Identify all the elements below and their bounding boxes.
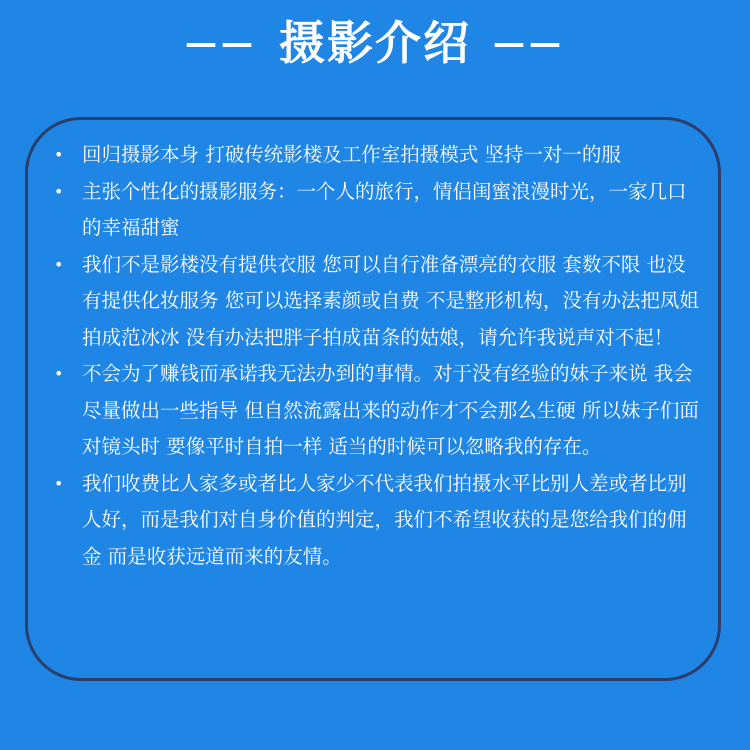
page-title: 摄影介绍: [279, 16, 471, 70]
bullet-item-3: [52, 247, 704, 357]
bullet-item-text: 回归摄影本身 打破传统影楼及工作室拍摄模式 坚持一对一的服: [82, 143, 621, 166]
bullet-icon: •: [54, 473, 64, 493]
bullet-icon: •: [54, 364, 64, 383]
bullet-item-text: 主张个性化的摄影服务：一个人的旅行，情侣闺蜜浪漫时光，一家几口的幸福甜蜜: [82, 179, 687, 239]
bullet-item-text: 不会为了赚钱而承诺我无法办到的事情。对于没有经验的妹子来说 我会尽量做出一些指导 但自然流露出来的动作才不会那么生硬 所以妹子们面对镜头时 要像平时自拍一样 适当的时候可以忽略我的存在。: [82, 362, 699, 458]
bullet-item-1: [52, 137, 704, 174]
right-decorative-dash: ——: [493, 24, 565, 62]
bullet-item-4: [52, 356, 704, 466]
header: [0, 10, 750, 76]
bullet-icon: •: [54, 181, 64, 201]
intro-bullet-list: [52, 137, 704, 575]
bullet-item-text: 我们不是影楼没有提供衣服 您可以自行准备漂亮的衣服 套数不限 也没有提供化妆服务 您可以选择素颜或自费 不是整形机构，没有办法把凤姐拍成范冰冰 没有办法把胖子拍成苗条的姑娘，请允许我说声对不起！: [82, 252, 699, 349]
bullet-item-text: 我们收费比人家多或者比人家少不代表我们拍摄水平比别人差或者比别人好，而是我们对自身价值的判定，我们不希望收获的是您给我们的佣金 而是收获远道而来的友情。: [82, 471, 687, 568]
bullet-item-2: [52, 174, 704, 247]
left-decorative-dash: ——: [185, 24, 257, 62]
bullet-icon: •: [54, 145, 64, 164]
bullet-icon: •: [54, 254, 64, 274]
bullet-item-5: [52, 466, 704, 576]
